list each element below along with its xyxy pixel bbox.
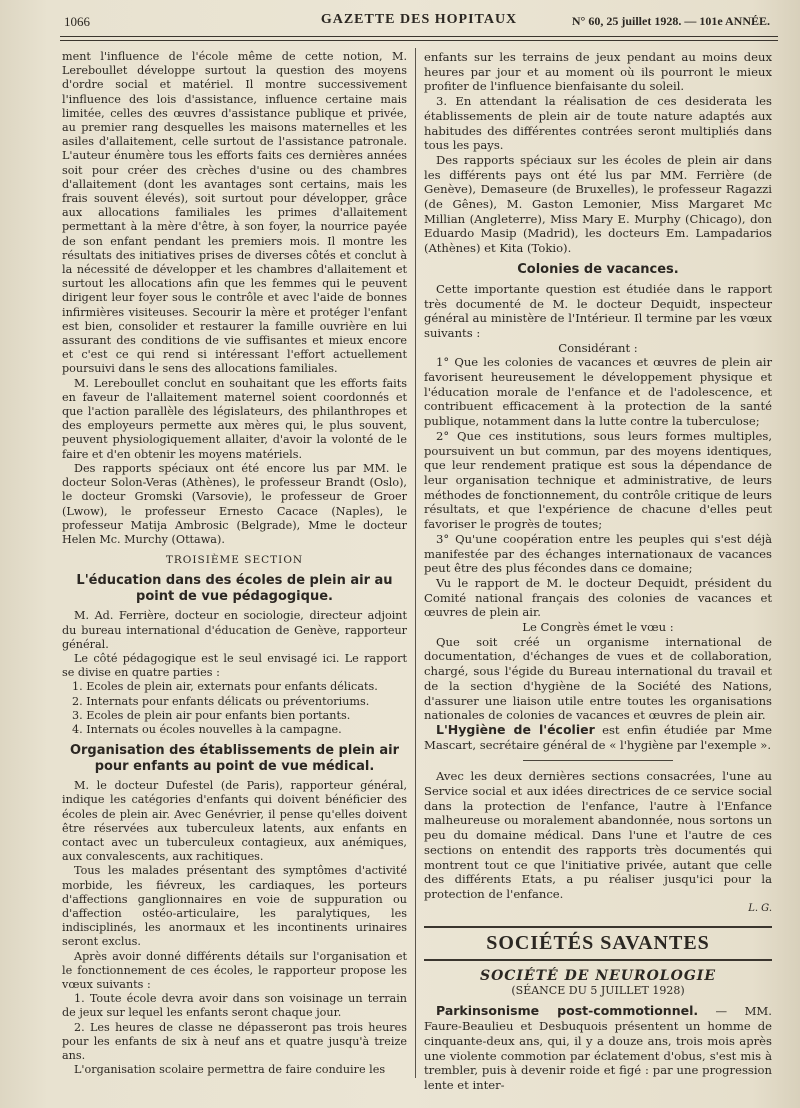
paragraph: 2° Que ces institutions, sous leurs formes multiples, poursuivent un but commun, par des moyens identiques, que leur rendement pratique est sous la dépendance de leur organisation technique et administrative, de leurs méthodes de fonctionnement, du contrôle critique de leurs résultats, et que l'expérience de chacune d'elles peut favoriser le progrès de toutes; [424, 428, 772, 532]
page-number: 1066 [64, 14, 90, 29]
paragraph: Cette importante question est étudiée dans le rapport très documenté de M. le docteur Dequidt, inspecteur général au ministère de l'Intérieur. Il termine par les vœux suivants : [424, 281, 772, 340]
hygiene-text: est enfin étudiée par Mme Mascart, secrétaire général de « l'hygiène par l'exemple ». [424, 722, 772, 752]
journal-title: GAZETTE DES HOPITAUX [320, 12, 518, 27]
paragraph: M. le docteur Dufestel (de Paris), rapporteur général, indique les catégories d'enfants qui doivent bénéficier des écoles de plein air. Avec Genévrier, il pense qu'elles doivent être réservées aux tuberculeux latents, aux enfants en contact avec un tuberculeux contagieux, aux anémiques, aux convalescents, aux rachitiques. [62, 779, 407, 864]
signature: L. G. [748, 902, 772, 914]
seance-date: (SÉANCE DU 5 JUILLET 1928) [511, 983, 685, 997]
section-heading: Colonies de vacances. [517, 261, 679, 277]
society-title: SOCIÉTÉ DE NEUROLOGIE [479, 968, 717, 985]
paragraph: ment l'influence de l'école même de cette notion, M. Lereboullet développe surtout la question des moyens d'ordre social et matériel. Il montre successivement l'influence des lois d'assistance, influence certaine mais limitée, celles des œuvres d'assistance publique et privée, au premier rang desquelles les maisons maternelles et les asiles d'allaitement, celle surtout de l'assistance patronale. L'auteur énumère tous les efforts faits ces dernières années soit pour créer des crèches d'usine ou des chambres d'allaitement (dont les avantages sont certains, mais les frais souvent élevés), soit surtout pour développer, grâce aux allocations familiales les primes d'allaitement permettant à la mère d'être, à son foyer, la nourrice payée de son enfant pendant les premiers mois. Il montre les résultats des initiatives prises de diverses côtés et conclut à la nécessité de développer et les chambres d'allaitement et surtout les allocations afin que les femmes qui le peuvent dirigent leur foyer sous le contrôle et avec l'aide de bonnes infirmières visiteuses. Secourir la mère et protéger l'enfant est bien, consolider et restaurer la famille ouvrière en lui assurant des conditions de vie suffisantes et mieux encore et c'est ce qui rend si intéressant l'effort actuellement poursuivi dans le sens des allocations familiales. [62, 50, 407, 376]
paragraph: 1° Que les colonies de vacances et œuvres de plein air favorisent heureusement le développement physique et l'éducation morale de l'enfance et de l'adolescence, et contribuent efficacement à la protection de la santé publique, notamment dans la lutte contre la tuberculose; [424, 355, 772, 429]
list-item: 1. Ecoles de plein air, externats pour enfants délicats. [72, 680, 378, 694]
paragraph: 3° Qu'une coopération entre les peuples qui s'est déjà manifestée par des échanges internationaux de vacances peut être des plus fécondes dans ce domaine; [424, 531, 772, 576]
paragraph: 2. Les heures de classe ne dépasseront pas trois heures pour les enfants de six à neuf ans et quatre jusqu'à treize ans. [62, 1020, 407, 1062]
right-column [424, 50, 772, 1093]
section-heading: L'éducation dans des écoles de plein air au point de vue pédagogique. [76, 573, 393, 605]
paragraph: Avec les deux dernières sections consacrées, l'une au Service social et aux idées directrices de ce service social dans la protection de l'enfance, l'autre à l'Enfance malheureuse ou moralement abandonnée, nous sortons un peu du domaine médical. Dans l'une et l'autre de ces sections on entendit des rapports très documentés qui montrent tout ce que l'initiative privée, autant que celle des différents Etats, a pu réaliser jusqu'ici pour la protection de l'enfance. [424, 769, 772, 901]
list-item: 3. Ecoles de plein air pour enfants bien portants. [72, 708, 351, 722]
section-label: TROISIÈME SECTION [165, 554, 304, 567]
list-item: 4. Internats ou écoles nouvelles à la campagne. [72, 722, 342, 736]
voeu-label: Le Congrès émet le vœu : [522, 620, 674, 635]
page-header [60, 8, 778, 34]
parkinson-lead: Parkinsonisme post-commotionnel. [436, 1003, 699, 1019]
paragraph [424, 723, 772, 752]
paragraph [424, 1004, 772, 1092]
paragraph: M. Ad. Ferrière, docteur en sociologie, directeur adjoint du bureau international d'éducation de Genève, rapporteur général. [62, 609, 407, 651]
paragraph: M. Lereboullet conclut en souhaitant que les efforts faits en faveur de l'allaitement maternel soient coordonnés et que l'action parallèle des législateurs, des philanthropes et des employeurs permette aux mères qui, le plus souvent, peuvent physiologiquement allaiter, d'avoir la volonté de le faire et d'en obtenir les moyens matériels. [62, 376, 407, 461]
considerant-label: Considérant : [558, 340, 638, 355]
column-divider [415, 48, 416, 1078]
paragraph: enfants sur les terrains de jeux pendant au moins deux heures par jour et au moment où ils pourront le mieux profiter de l'influence bienfaisante du soleil. [424, 50, 772, 94]
issue-info: N° 60, 25 juillet 1928. — 101e ANNÉE. [571, 14, 770, 28]
paragraph: Que soit créé un organisme international de documentation, d'échanges de vues et de collaboration, chargé, sous l'égide du Bureau international du travail et de la section d'hygiène de la Société des Nations, d'assurer une liaison utile entre toutes les organisations nationales de colonies de vacances et œuvres de plein air. [424, 634, 772, 723]
paragraph: Des rapports spéciaux sur les écoles de plein air dans les différents pays ont été lus par MM. Ferrière (de Genève), Demaseure (de Bruxelles), le professeur Ragazzi (de Gênes), M. Gaston Lemonier, Miss Margaret Mc Millian (Angleterre), Miss Mary E. Murphy (Chicago), don Eduardo Masip (Madrid), les docteurs Em. Lampadarios (Athènes) et Kita (Tokio). [424, 152, 772, 256]
parkinson-text: — MM. Faure-Beaulieu et Desbuquois présentent un homme de cinquante-deux ans, qui, il y a douze ans, trois mois après une violente commotion par éclatement d'obus, s'est mis à trembler, puis à devenir roide et figé : par une progression lente et inter- [424, 1004, 772, 1092]
paragraph: 3. En attendant la réalisation de ces desiderata les établissements de plein air de toute nature adaptés aux habitudes des différentes contrées seront multipliés dans tous les pays. [424, 94, 772, 153]
societes-savantes-heading: SOCIÉTÉS SAVANTES [424, 926, 772, 961]
header-rule-thin [60, 40, 778, 41]
paragraph: Après avoir donné différents détails sur l'organisation et le fonctionnement de ces écoles, le rapporteur propose les vœux suivants : [62, 949, 407, 991]
paragraph: Des rapports spéciaux ont été encore lus par MM. le docteur Solon-Veras (Athènes), le professeur Brandt (Oslo), le docteur Gromski (Varsovie), le professeur de Groer (Lwow), le professeur Ernesto Cacace (Naples), le professeur Matija Ambrosic (Belgrade), Mme le docteur Helen Mc. Murchy (Ottawa). [62, 461, 407, 546]
list-item: 2. Internats pour enfants délicats ou préventoriums. [72, 694, 370, 708]
paragraph: 1. Toute école devra avoir dans son voisinage un terrain de jeux sur lequel les enfants seront chaque jour. [62, 992, 407, 1020]
paragraph: Le côté pédagogique est le seul envisagé ici. Le rapport se divise en quatre parties : [62, 651, 407, 680]
paragraph: Vu le rapport de M. le docteur Dequidt, président du Comité national français des colonies de vacances et œuvres de plein air. [424, 575, 772, 620]
left-column [62, 50, 407, 1077]
hygiene-lead: L'Hygiène de l'écolier [436, 721, 595, 737]
paragraph: Tous les malades présentant des symptômes d'activité morbide, les fiévreux, les cardiaques, les porteurs d'affections ganglionnaires en voie de suppuration ou d'affection ostéo-articulaire, les paralytiques, les indisciplinés, les anormaux et les incontinents urinaires seront exclus. [62, 864, 407, 949]
header-rule [60, 36, 778, 37]
separator [523, 760, 673, 761]
paragraph: L'organisation scolaire permettra de faire conduire les [74, 1063, 386, 1077]
section-heading: Organisation des établissements de plein air pour enfants au point de vue médical. [69, 743, 400, 775]
